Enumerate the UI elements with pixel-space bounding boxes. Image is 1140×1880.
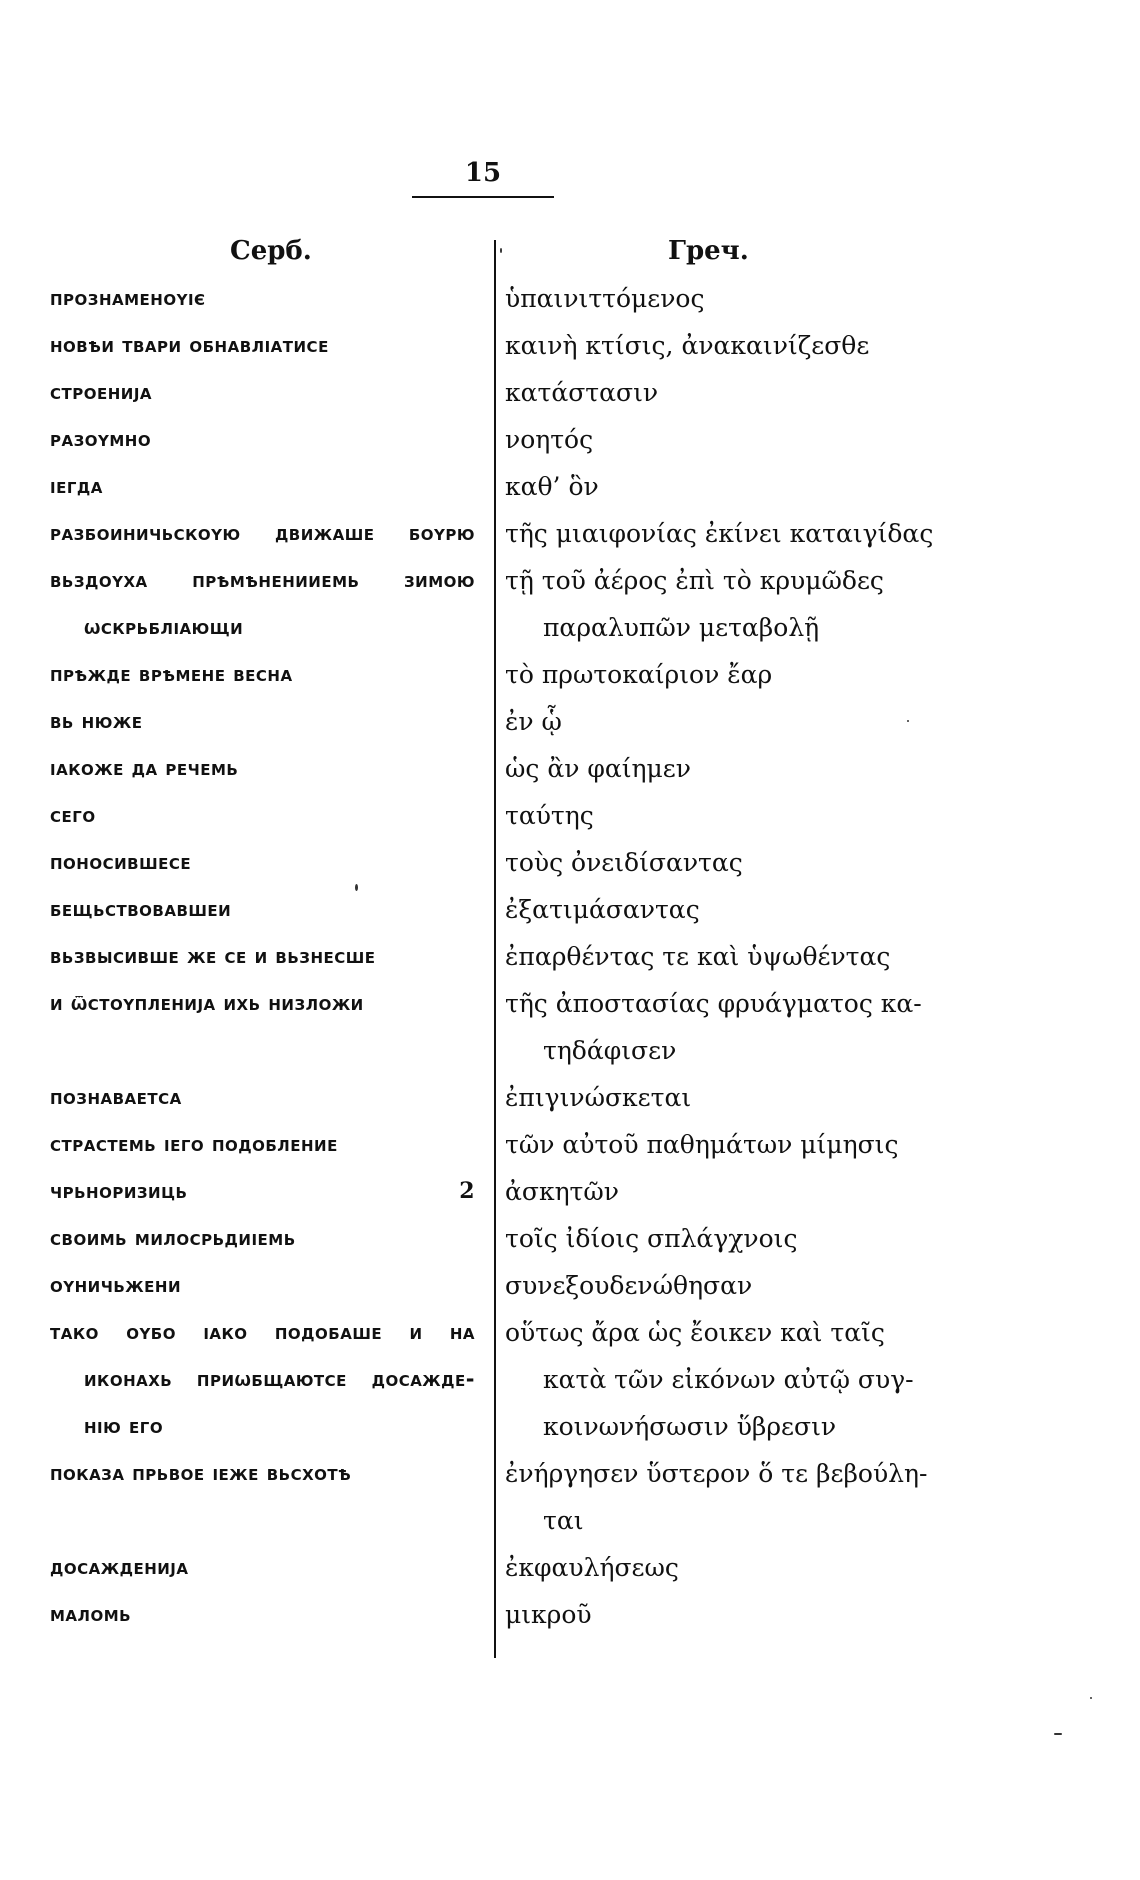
- greek-term: ἐκφαυλήσεως: [505, 1553, 679, 1582]
- margin-number: 2: [459, 1178, 475, 1204]
- greek-term: ἐπιγινώσκεται: [505, 1083, 692, 1112]
- serbian-term: маломь: [50, 1602, 132, 1626]
- greek-term: τῆς μιαιφονίας ἐκίνει καταιγίδας: [505, 519, 934, 548]
- page-number: 15: [464, 158, 502, 188]
- ink-speck: [1054, 1733, 1062, 1735]
- serbian-term: вь нюже: [50, 709, 143, 733]
- serbian-term-continuation: ѡскрьблıающи: [84, 615, 244, 639]
- serbian-term: вьзвысивше же се и вьзнесше: [50, 944, 376, 968]
- greek-term: ἐν ᾧ: [505, 707, 562, 736]
- greek-term: ἀσκητῶν: [505, 1177, 619, 1206]
- serbian-term-with-number: [50, 1168, 475, 1215]
- greek-term: ταύτης: [505, 801, 594, 830]
- serbian-term: чрьноризиць: [50, 1179, 188, 1203]
- serbian-term: страстемь ıего подобление: [50, 1132, 338, 1156]
- greek-term: συνεξουδενώθησαν: [505, 1271, 753, 1300]
- serbian-term: разбоиничьскоүю движаше боүрю: [50, 521, 475, 545]
- serbian-term: прѣжде врѣмене весна: [50, 662, 293, 686]
- serbian-term: разоүмно: [50, 427, 152, 451]
- blank-line: [50, 1497, 475, 1544]
- column-divider: [494, 240, 496, 1658]
- greek-term: κατάστασιν: [505, 378, 659, 407]
- greek-term-continuation: ται: [543, 1506, 584, 1535]
- greek-term: τὸ πρωτοκαίριον ἔαρ: [505, 660, 773, 689]
- greek-term: τοῖς ἰδίοις σπλάγχνοις: [505, 1224, 798, 1253]
- serbian-term: сего: [50, 803, 96, 827]
- serbian-term: своимь милосрьдиıемь: [50, 1226, 296, 1250]
- greek-term: ὑπαινιττόμενος: [505, 284, 705, 313]
- serbian-column: [50, 275, 475, 1638]
- serbian-term: познаваетса: [50, 1085, 182, 1109]
- greek-term: μικροῦ: [505, 1600, 592, 1629]
- serbian-term: прознаменоүіє: [50, 286, 206, 310]
- ink-speck: [355, 884, 358, 891]
- greek-term: τῇ τοῦ ἀέρος ἐπὶ τὸ κρυμῶδες: [505, 566, 884, 595]
- greek-term: καθ’ ὃν: [505, 472, 599, 501]
- greek-term: οὕτως ἄρα ὡς ἔοικεν καὶ ταῖς: [505, 1318, 885, 1347]
- greek-term: τοὺς ὀνειδίσαντας: [505, 848, 743, 877]
- ink-speck: [1090, 1697, 1092, 1699]
- greek-term: ἐπαρθέντας τε καὶ ὑψωθέντας: [505, 942, 891, 971]
- greek-term-continuation: παραλυπῶν μεταβολῇ: [543, 613, 820, 642]
- greek-term: ἐξατιμάσαντας: [505, 895, 700, 924]
- serbian-term: вьздоүха прѣмѣненииемь зимою: [50, 568, 475, 592]
- greek-term: νοητός: [505, 425, 594, 454]
- greek-term-continuation: κατὰ τῶν εἰκόνων αὐτῷ συγ-: [543, 1365, 914, 1394]
- greek-term-continuation: κοινωνήσωσιν ὕβρεσιν: [543, 1412, 837, 1441]
- ink-speck: [500, 248, 502, 253]
- greek-column: [505, 275, 935, 1638]
- serbian-term: ıегда: [50, 474, 103, 498]
- serbian-term: ıакоже да речемь: [50, 756, 239, 780]
- serbian-term-continuation: нію его: [84, 1414, 164, 1438]
- greek-term: καινὴ κτίσις, ἀνακαινίζεσθε: [505, 331, 870, 360]
- serbian-term: досажденија: [50, 1555, 189, 1579]
- greek-column-header: Греч.: [668, 236, 749, 266]
- serbian-term: строенија: [50, 380, 153, 404]
- serbian-term: бещьствовавшеи: [50, 897, 232, 921]
- greek-term: τῆς ἀποστασίας φρυάγματος κα-: [505, 989, 922, 1018]
- serbian-column-header: Серб.: [230, 236, 312, 266]
- greek-term-continuation: τηδάφισεν: [543, 1036, 677, 1065]
- ink-speck: [907, 720, 909, 722]
- serbian-term: новѣи твари обнавлıатисе: [50, 333, 329, 357]
- serbian-term: показа прьвое ıеже вьсхотѣ: [50, 1461, 352, 1485]
- serbian-term: оүничьжени: [50, 1273, 181, 1297]
- greek-term: ὡς ἂν φαίημεν: [505, 754, 691, 783]
- greek-term: ἐνήργησεν ὕστερον ὅ τε βεβούλη-: [505, 1459, 928, 1488]
- serbian-term: тако оүбо ıако подобаше и на: [50, 1320, 475, 1344]
- serbian-term: и ѿстоүпленија ихь низложи: [50, 991, 364, 1015]
- greek-term: τῶν αὐτοῦ παθημάτων μίμησις: [505, 1130, 899, 1159]
- page-number-rule: [412, 196, 554, 198]
- serbian-term: поносившесе: [50, 850, 192, 874]
- blank-line: [50, 1027, 475, 1074]
- serbian-term-continuation: иконахь приѡбщаютсе досажде-: [84, 1367, 475, 1391]
